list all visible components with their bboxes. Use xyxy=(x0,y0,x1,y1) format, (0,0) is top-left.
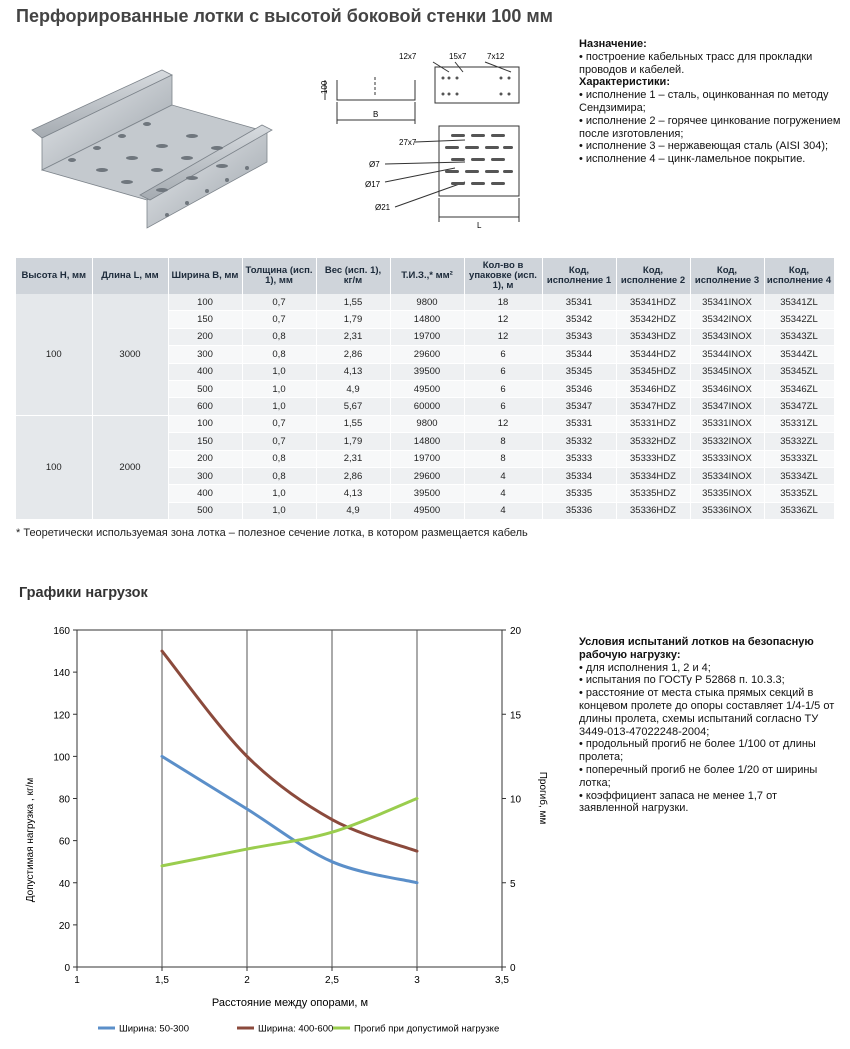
table-cell: 12 xyxy=(464,415,542,432)
y2-axis-label: Прогиб, мм xyxy=(537,771,548,825)
table-cell: 0,7 xyxy=(242,415,316,432)
x-tick-label: 3,5 xyxy=(495,975,509,986)
condition-item: • расстояние от места стыка прямых секций в концевом пролете до опоры составляет 1/4-1/5 от длины пролета, схемы испытаний согласно ТУ 3449-013-47022248-2004; xyxy=(579,687,835,738)
table-cell: 35344ZL xyxy=(764,346,834,363)
y2-tick-label: 5 xyxy=(510,878,516,890)
dim-d3: Ø21 xyxy=(375,203,391,212)
table-cell: 35334HDZ xyxy=(616,467,690,484)
table-cell: 14800 xyxy=(390,311,464,328)
table-cell: 0,7 xyxy=(242,294,316,311)
table-header: Толщина (исп. 1), мм xyxy=(242,258,316,294)
table-header-row xyxy=(16,258,834,294)
table-cell: 0,7 xyxy=(242,311,316,328)
chart-series xyxy=(162,651,417,883)
dim-b: B xyxy=(373,110,379,119)
table-cell: 35334ZL xyxy=(764,467,834,484)
cable-tray-image xyxy=(22,60,282,230)
legend-label: Ширина: 400-600 xyxy=(258,1023,334,1035)
table-cell: 35333ZL xyxy=(764,450,834,467)
table-cell: 0,8 xyxy=(242,450,316,467)
table-cell: 35332 xyxy=(542,433,616,450)
y-tick-label: 160 xyxy=(53,626,70,637)
table-cell: 35346 xyxy=(542,380,616,397)
condition-item: • продольный прогиб не более 1/100 от длины пролета; xyxy=(579,738,816,764)
table-cell: 200 xyxy=(168,450,242,467)
table-cell: 35336INOX xyxy=(690,502,764,519)
table-cell: 35347 xyxy=(542,398,616,415)
table-cell: 39500 xyxy=(390,363,464,380)
y-tick-label: 140 xyxy=(53,668,70,680)
table-cell: 8 xyxy=(464,433,542,450)
table-cell: 0,8 xyxy=(242,467,316,484)
table-cell: 9800 xyxy=(390,415,464,432)
x-tick-label: 2,5 xyxy=(325,975,339,986)
table-cell: 1,79 xyxy=(316,433,390,450)
series-line-3 xyxy=(162,799,417,866)
table-cell: 1,0 xyxy=(242,485,316,502)
dim-l: L xyxy=(477,221,482,230)
purpose-item: • построение кабельных трасс для прокладки проводов и кабелей. xyxy=(579,50,813,76)
table-cell: 0,7 xyxy=(242,433,316,450)
table-cell: 14800 xyxy=(390,433,464,450)
table-cell: 300 xyxy=(168,467,242,484)
table-cell: 35343HDZ xyxy=(616,328,690,345)
y2-tick-label: 10 xyxy=(510,794,522,806)
chart-legend xyxy=(98,1024,499,1035)
table-cell: 4,9 xyxy=(316,380,390,397)
x-axis-label: Расстояние между опорами, м xyxy=(211,997,369,1009)
table-cell: 200 xyxy=(168,328,242,345)
table-cell: 0,8 xyxy=(242,328,316,345)
table-cell: 6 xyxy=(464,346,542,363)
spec-item: • исполнение 2 – горячее цинкование погружением после изготовления; xyxy=(579,114,841,140)
table-cell: 35343INOX xyxy=(690,328,764,345)
table-cell: 2,86 xyxy=(316,467,390,484)
legend-label: Ширина: 50-300 xyxy=(119,1023,189,1035)
table-cell: 49500 xyxy=(390,380,464,397)
table-header: Высота H, мм xyxy=(16,258,92,294)
table-cell: 35344HDZ xyxy=(616,346,690,363)
table-cell: 1,55 xyxy=(316,415,390,432)
table-cell: 35342 xyxy=(542,311,616,328)
table-header: Кол-во в упаковке (исп. 1), м xyxy=(464,258,542,294)
table-cell: 35335 xyxy=(542,485,616,502)
table-cell: 150 xyxy=(168,433,242,450)
table-cell: 18 xyxy=(464,294,542,311)
footnote: * Теоретически используемая зона лотка – полезное сечение лотка, в котором размещается кабель xyxy=(16,527,528,539)
table-cell: 35342INOX xyxy=(690,311,764,328)
table-cell: 9800 xyxy=(390,294,464,311)
spec-item: • исполнение 1 – сталь, оцинкованная по методу Сендзимира; xyxy=(579,89,829,114)
table-cell: 1,0 xyxy=(242,380,316,397)
dim-h: 100 xyxy=(320,80,329,94)
table-cell: 1,55 xyxy=(316,294,390,311)
table-cell: 35332HDZ xyxy=(616,433,690,450)
table-cell: 35331HDZ xyxy=(616,415,690,432)
x-tick-label: 1,5 xyxy=(155,975,169,986)
table-cell: 35342ZL xyxy=(764,311,834,328)
table-cell: 2,31 xyxy=(316,328,390,345)
spec-item: • исполнение 3 – нержавеющая сталь (AISI 304); xyxy=(579,140,829,153)
spec-item: • исполнение 4 – цинк-ламельное покрытие. xyxy=(579,153,806,166)
condition-item: • для исполнения 1, 2 и 4; xyxy=(579,661,711,674)
table-cell: 12 xyxy=(464,328,542,345)
table-header: Код, исполнение 3 xyxy=(690,258,764,294)
table-cell: 1,0 xyxy=(242,363,316,380)
dim-p3: 7x12 xyxy=(487,52,505,61)
table-cell: 6 xyxy=(464,398,542,415)
table-cell: 300 xyxy=(168,346,242,363)
table-cell: 29600 xyxy=(390,467,464,484)
technical-drawing xyxy=(315,42,575,242)
table-cell: 35342HDZ xyxy=(616,311,690,328)
table-cell: 35346INOX xyxy=(690,380,764,397)
table-cell: 35344 xyxy=(542,346,616,363)
table-cell: 5,67 xyxy=(316,398,390,415)
table-cell: 4 xyxy=(464,502,542,519)
table-cell: 400 xyxy=(168,363,242,380)
dim-p4: 27x7 xyxy=(399,138,417,147)
table-header: Вес (исп. 1), кг/м xyxy=(316,258,390,294)
table-cell: 35332INOX xyxy=(690,433,764,450)
table-cell: 35334INOX xyxy=(690,467,764,484)
y-tick-label: 40 xyxy=(58,878,70,890)
table-cell: 2,31 xyxy=(316,450,390,467)
table-cell: 35336 xyxy=(542,502,616,519)
table-cell: 35347INOX xyxy=(690,398,764,415)
table-cell: 500 xyxy=(168,380,242,397)
y-tick-label: 60 xyxy=(58,836,70,848)
table-cell: 35341 xyxy=(542,294,616,311)
y-tick-label: 120 xyxy=(53,710,70,722)
plot-frame xyxy=(77,630,502,967)
table-cell: 35331ZL xyxy=(764,415,834,432)
y-tick-label: 20 xyxy=(58,920,70,932)
cell-height: 100 xyxy=(16,294,92,415)
product-info xyxy=(579,38,844,166)
y-tick-label: 0 xyxy=(64,963,70,974)
spec-table xyxy=(16,258,835,520)
table-cell: 49500 xyxy=(390,502,464,519)
table-cell: 19700 xyxy=(390,450,464,467)
table-cell: 12 xyxy=(464,311,542,328)
table-cell: 6 xyxy=(464,380,542,397)
table-cell: 4 xyxy=(464,485,542,502)
conditions-heading: Условия испытаний лотков на безопасную рабочую нагрузку: xyxy=(579,636,814,661)
table-cell: 35336ZL xyxy=(764,502,834,519)
table-header: Длина L, мм xyxy=(92,258,168,294)
table-cell: 6 xyxy=(464,363,542,380)
dim-p2: 15x7 xyxy=(449,52,467,61)
table-cell: 35344INOX xyxy=(690,346,764,363)
table-cell: 35347ZL xyxy=(764,398,834,415)
table-cell: 8 xyxy=(464,450,542,467)
table-cell: 4,9 xyxy=(316,502,390,519)
legend-label: Прогиб при допустимой нагрузке xyxy=(354,1023,500,1035)
condition-item: • поперечный прогиб не более 1/20 от ширины лотка; xyxy=(579,763,818,789)
table-cell: 35335INOX xyxy=(690,485,764,502)
y2-tick-label: 20 xyxy=(510,626,522,637)
purpose-heading: Назначение: xyxy=(579,38,647,50)
table-cell: 0,8 xyxy=(242,346,316,363)
table-cell: 400 xyxy=(168,485,242,502)
table-cell: 35336HDZ xyxy=(616,502,690,519)
table-cell: 4 xyxy=(464,467,542,484)
table-cell: 35335ZL xyxy=(764,485,834,502)
table-cell: 600 xyxy=(168,398,242,415)
load-chart xyxy=(0,615,570,1049)
table-cell: 35341HDZ xyxy=(616,294,690,311)
table-cell: 1,79 xyxy=(316,311,390,328)
series-line-2 xyxy=(162,651,417,851)
specs-heading: Характеристики: xyxy=(579,76,670,89)
cell-length: 2000 xyxy=(92,415,168,519)
series-line-1 xyxy=(162,756,417,882)
chart-grid xyxy=(73,630,506,971)
table-cell: 60000 xyxy=(390,398,464,415)
table-cell: 35343 xyxy=(542,328,616,345)
x-tick-label: 3 xyxy=(414,975,420,986)
condition-item: • коэффициент запаса не менее 1,7 от заявленной нагрузки. xyxy=(579,789,778,815)
table-cell: 35347HDZ xyxy=(616,398,690,415)
test-conditions xyxy=(579,636,839,815)
table-cell: 35346ZL xyxy=(764,380,834,397)
table-header: Код, исполнение 1 xyxy=(542,258,616,294)
table-cell: 35341INOX xyxy=(690,294,764,311)
table-cell: 39500 xyxy=(390,485,464,502)
table-row xyxy=(16,294,834,311)
table-cell: 2,86 xyxy=(316,346,390,363)
table-cell: 100 xyxy=(168,415,242,432)
y2-tick-label: 15 xyxy=(510,710,522,722)
table-cell: 35334 xyxy=(542,467,616,484)
table-cell: 29600 xyxy=(390,346,464,363)
dim-p1: 12x7 xyxy=(399,52,417,61)
table-cell: 35331 xyxy=(542,415,616,432)
table-cell: 35333HDZ xyxy=(616,450,690,467)
table-cell: 35333 xyxy=(542,450,616,467)
y-axis-label: Допустимая нагрузка , кг/м xyxy=(25,777,36,903)
table-cell: 35345INOX xyxy=(690,363,764,380)
cell-height: 100 xyxy=(16,415,92,519)
table-row xyxy=(16,415,834,432)
table-header: Ширина B, мм xyxy=(168,258,242,294)
table-cell: 35345HDZ xyxy=(616,363,690,380)
table-cell: 4,13 xyxy=(316,363,390,380)
y2-tick-label: 0 xyxy=(510,963,516,974)
table-cell: 1,0 xyxy=(242,398,316,415)
table-cell: 35331INOX xyxy=(690,415,764,432)
table-header: Т.И.З.,* мм² xyxy=(390,258,464,294)
y-tick-label: 80 xyxy=(58,794,70,806)
table-cell: 35332ZL xyxy=(764,433,834,450)
table-cell: 4,13 xyxy=(316,485,390,502)
table-cell: 1,0 xyxy=(242,502,316,519)
table-cell: 35346HDZ xyxy=(616,380,690,397)
table-cell: 35333INOX xyxy=(690,450,764,467)
table-cell: 100 xyxy=(168,294,242,311)
table-cell: 35345 xyxy=(542,363,616,380)
table-cell: 500 xyxy=(168,502,242,519)
dim-d2: Ø17 xyxy=(365,180,381,189)
cell-length: 3000 xyxy=(92,294,168,415)
table-cell: 35343ZL xyxy=(764,328,834,345)
table-cell: 35345ZL xyxy=(764,363,834,380)
charts-title: Графики нагрузок xyxy=(19,585,148,601)
condition-item: • испытания по ГОСТу Р 52868 п. 10.3.3; xyxy=(579,674,785,687)
chart-ticks xyxy=(53,626,521,986)
table-cell: 35341ZL xyxy=(764,294,834,311)
y-tick-label: 100 xyxy=(53,752,70,764)
page-title: Перфорированные лотки с высотой боковой стенки 100 мм xyxy=(16,6,553,26)
table-cell: 150 xyxy=(168,311,242,328)
table-cell: 35335HDZ xyxy=(616,485,690,502)
table-header: Код, исполнение 4 xyxy=(764,258,834,294)
table-header: Код, исполнение 2 xyxy=(616,258,690,294)
dim-d1: Ø7 xyxy=(369,160,380,169)
x-tick-label: 1 xyxy=(74,975,80,986)
table-cell: 19700 xyxy=(390,328,464,345)
x-tick-label: 2 xyxy=(244,975,250,986)
